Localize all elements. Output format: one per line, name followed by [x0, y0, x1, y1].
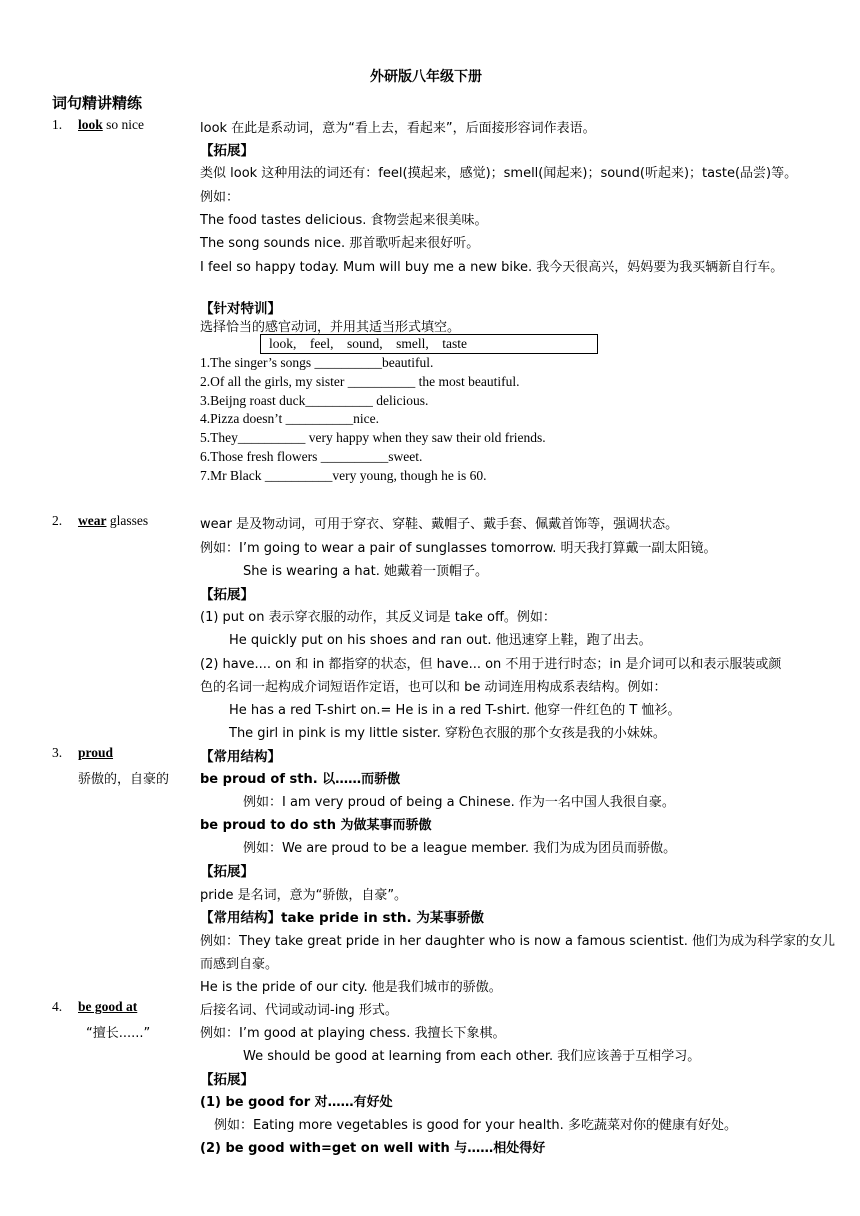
- item-text: (1) put on 表示穿衣服的动作，其反义词是 take off。例如：: [200, 610, 556, 625]
- drill-question: 6.Those fresh flowers __________sweet.: [200, 449, 423, 464]
- drill-question: 2.Of all the girls, my sister __________ the most beautiful.: [200, 374, 520, 389]
- structure-heading: 【常用结构】: [200, 749, 281, 765]
- example-sentence: 例如：I am very proud of being a Chinese. 作为一名中国人我很自豪。: [243, 795, 675, 810]
- item-headword-rest: glasses: [106, 513, 149, 528]
- example-sentence: I feel so happy today. Mum will buy me a new bike. 我今天很高兴，妈妈要为我买辆新自行车。: [200, 260, 784, 275]
- item-text: look 在此是系动词，意为“看上去，看起来”，后面接形容词作表语。: [200, 121, 596, 136]
- item-number: 1.: [52, 117, 63, 132]
- structure-pattern: (1) be good for 对……有好处: [200, 1095, 393, 1110]
- item-text: (2) have.... on 和 in 都指穿的状态，但 have... on 不用于进行时态；in 是介词可以和表示服装或颜: [200, 657, 782, 672]
- structure-pattern: (2) be good with=get on well with 与……相处得好: [200, 1141, 546, 1156]
- item-text: 例如：: [200, 190, 240, 205]
- expand-heading: 【拓展】: [200, 143, 254, 159]
- structure-pattern: 【常用结构】take pride in sth. 为某事骄傲: [200, 910, 484, 926]
- example-sentence: The girl in pink is my little sister. 穿粉色衣服的那个女孩是我的小妹妹。: [229, 726, 666, 741]
- word-box: [260, 334, 598, 354]
- example-sentence: 而感到自豪。: [200, 957, 279, 972]
- example-sentence: She is wearing a hat. 她戴着一顶帽子。: [243, 564, 488, 579]
- drill-question: 4.Pizza doesn’t __________nice.: [200, 411, 379, 426]
- example-sentence: He has a red T-shirt on.= He is in a red T-shirt. 他穿一件红色的 T 恤衫。: [229, 703, 681, 718]
- item-number: 2.: [52, 513, 63, 528]
- item-text: pride 是名词，意为“骄傲，自豪”。: [200, 888, 408, 903]
- item-headword: look: [78, 117, 103, 132]
- example-sentence: 例如：I’m good at playing chess. 我擅长下象棋。: [200, 1026, 506, 1041]
- expand-heading: 【拓展】: [200, 864, 254, 880]
- item-text: wear 是及物动词，可用于穿衣、穿鞋、戴帽子、戴手套、佩戴首饰等，强调状态。: [200, 517, 679, 532]
- example-sentence: He quickly put on his shoes and ran out. 他迅速穿上鞋，跑了出去。: [229, 633, 652, 648]
- drill-question: 7.Mr Black __________very young, though he is 60.: [200, 468, 487, 483]
- item-headword-meaning: “擅长......”: [86, 1026, 151, 1041]
- example-sentence: 例如：Eating more vegetables is good for your health. 多吃蔬菜对你的健康有好处。: [214, 1118, 737, 1133]
- item-headword: wear: [78, 513, 107, 528]
- drill-question: 3.Beijng roast duck__________ delicious.: [200, 393, 429, 408]
- item-number: 3.: [52, 745, 63, 760]
- structure-pattern: be proud of sth. 以……而骄傲: [200, 772, 401, 787]
- item-headword-line: [78, 117, 144, 133]
- document-title: 外研版八年级下册: [370, 69, 482, 85]
- example-sentence: The food tastes delicious. 食物尝起来很美味。: [200, 213, 488, 228]
- item-text: 后接名词、代词或动词-ing 形式。: [200, 1003, 398, 1018]
- item-headword-meaning: 骄傲的，自豪的: [78, 772, 170, 787]
- example-sentence: We should be good at learning from each other. 我们应该善于互相学习。: [243, 1049, 701, 1064]
- example-sentence: He is the pride of our city. 他是我们城市的骄傲。: [200, 980, 502, 995]
- structure-pattern: be proud to do sth 为做某事而骄傲: [200, 818, 432, 833]
- example-sentence: 例如：We are proud to be a league member. 我们为成为团员而骄傲。: [243, 841, 677, 856]
- drill-question: 5.They__________ very happy when they saw their old friends.: [200, 430, 546, 445]
- item-text: 色的名词一起构成介词短语作定语，也可以和 be 动词连用构成系表结构。例如：: [200, 680, 667, 695]
- example-sentence: The song sounds nice. 那首歌听起来很好听。: [200, 236, 480, 251]
- item-headword-rest: so nice: [102, 117, 145, 132]
- expand-heading: 【拓展】: [200, 1072, 254, 1088]
- item-text: 类似 look 这种用法的词还有：feel(摸起来，感觉)；smell(闻起来)；sound(听起来)；taste(品尝)等。: [200, 166, 798, 181]
- word-box-text: look, feel, sound, smell, taste: [269, 336, 467, 351]
- item-number: 4.: [52, 999, 63, 1014]
- drill-heading: 【针对特训】: [200, 301, 281, 317]
- item-headword: be good at: [78, 999, 138, 1014]
- section-heading: 词句精讲精练: [52, 94, 143, 112]
- example-sentence: 例如：They take great pride in her daughter who is now a famous scientist. 他们为成为科学家的女儿: [200, 934, 836, 949]
- expand-heading: 【拓展】: [200, 587, 254, 603]
- example-sentence: 例如：I’m going to wear a pair of sunglasses tomorrow. 明天我打算戴一副太阳镜。: [200, 541, 717, 556]
- item-headword: proud: [78, 745, 114, 760]
- drill-instruction: 选择恰当的感官动词，并用其适当形式填空。: [200, 320, 461, 335]
- drill-question: 1.The singer’s songs __________beautiful.: [200, 355, 434, 370]
- item-headword-line: [78, 513, 148, 529]
